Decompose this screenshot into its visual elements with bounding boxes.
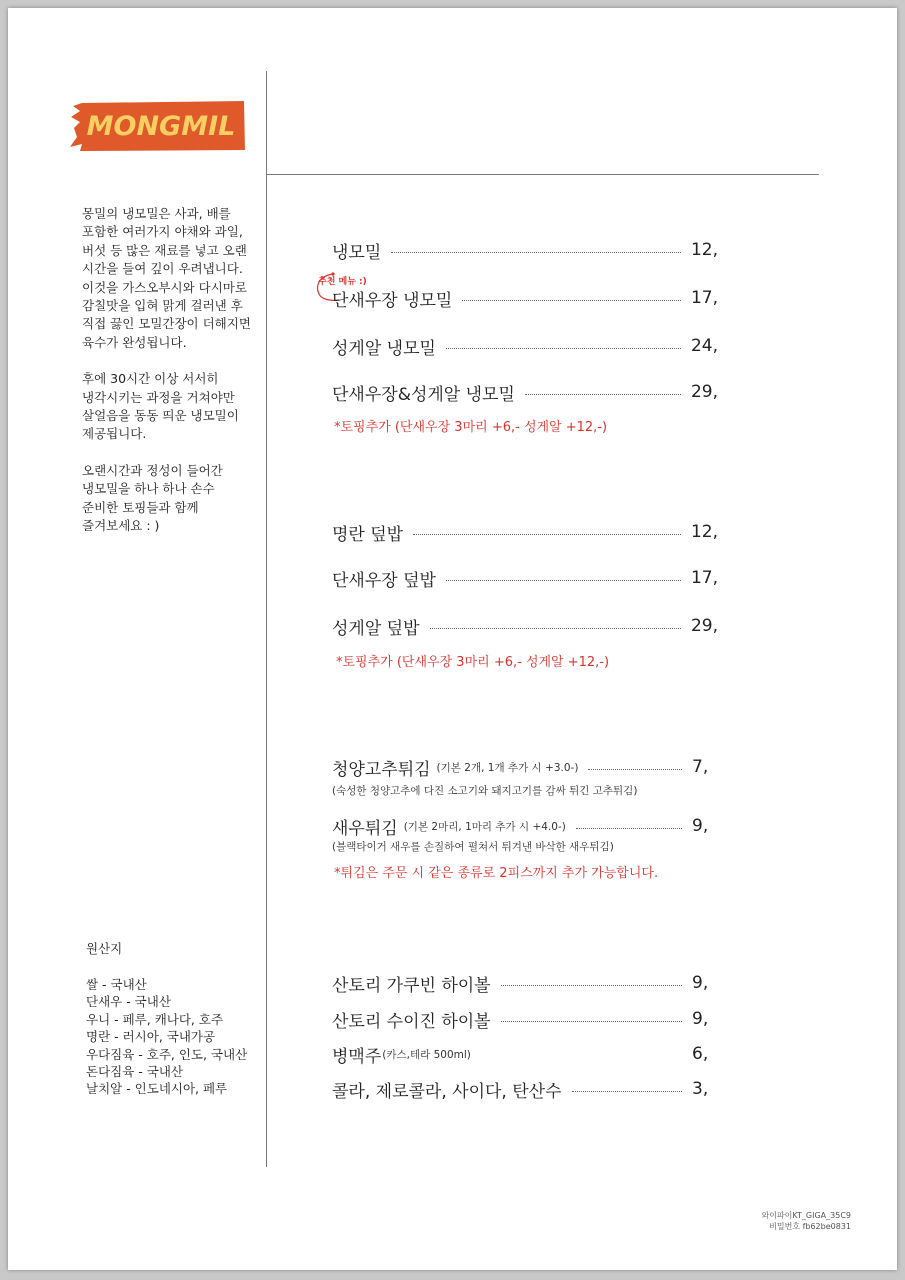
intro-line: 준비한 토핑들과 함께 (82, 499, 199, 515)
wifi-password: 비밀번호 fb62be0831 (769, 1222, 851, 1231)
origin-item: 우니 - 페루, 캐나다, 호주 (86, 1011, 224, 1027)
intro-line: 냉각시키는 과정을 거쳐야만 (82, 389, 235, 405)
menu-item-price: 9, (692, 973, 709, 993)
intro-line: 이것을 가스오부시와 다시마로 (82, 279, 247, 295)
logo-text: MONGMIL (86, 111, 236, 142)
menu-item (332, 237, 718, 263)
menu-item-price: 24, (690, 336, 718, 356)
topping-note: *토핑추가 (단새우장 3마리 +6,- 성게알 +12,-) (334, 420, 608, 435)
intro-line: 포함한 여러가지 야채와 과일, (82, 224, 243, 240)
menu-item-price: 7, (692, 757, 709, 777)
origin-item: 날치알 - 인도네시아, 페루 (86, 1081, 228, 1097)
origin-item: 쌀 - 국내산 (86, 977, 147, 992)
menu-item-note: (기본 2마리, 1마리 추가 시 +4.0-) (403, 820, 566, 833)
origin-item: 우다짐육 - 호주, 인도, 국내산 (86, 1046, 248, 1062)
menu-page (8, 8, 897, 1270)
origin-item: 단새우 - 국내산 (86, 994, 171, 1010)
intro-line: 버섯 등 많은 재료를 넣고 오랜 (82, 242, 247, 258)
menu-item (332, 970, 718, 996)
intro-line: 제공됩니다. (82, 426, 147, 442)
intro-text (82, 205, 272, 536)
menu-item-name: 산토리 수이진 하이볼 (332, 1011, 491, 1032)
wifi-info (761, 1210, 851, 1232)
menu-item (332, 1076, 718, 1102)
intro-line: 냉모밀을 하나 하나 손수 (82, 481, 215, 497)
menu-item-name: 성게알 덮밥 (332, 618, 420, 639)
menu-item (332, 519, 718, 545)
menu-item-price: 17, (690, 288, 718, 308)
menu-item-name: 새우튀김 (332, 818, 398, 839)
menu-item (332, 813, 718, 839)
fried-note: *튀김은 주문 시 같은 종류로 2피스까지 추가 가능합니다. (334, 866, 659, 881)
menu-item-price: 29, (690, 616, 718, 636)
menu-item-price: 3, (692, 1079, 709, 1099)
menu-item (332, 754, 718, 780)
menu-item (332, 613, 718, 639)
topping-note: *토핑추가 (단새우장 3마리 +6,- 성게알 +12,-) (336, 655, 610, 670)
origin-item: 명란 - 러시아, 국내가공 (86, 1029, 216, 1045)
intro-line: 즐겨보세요 : ) (82, 518, 160, 534)
menu-item-name: 단새우장&성게알 냉모밀 (332, 384, 515, 405)
menu-item-note: (카스,테라 500ml) (382, 1048, 471, 1061)
intro-line: 직접 끓인 모밀간장이 더해지면 (82, 316, 251, 332)
horizontal-divider (266, 174, 819, 175)
menu-item (332, 333, 718, 359)
mongmil-logo (68, 100, 246, 152)
menu-item-price: 12, (690, 522, 718, 542)
intro-line: 시간을 들여 깊이 우려냅니다. (82, 261, 243, 277)
menu-item-price: 9, (692, 1009, 709, 1029)
menu-item-desc: (블랙타이거 새우를 손질하여 펼쳐서 튀겨낸 바삭한 새우튀김) (332, 841, 614, 853)
intro-line: 몽밀의 냉모밀은 사과, 배를 (82, 206, 231, 221)
menu-item-name: 산토리 가쿠빈 하이볼 (332, 975, 491, 996)
menu-item-price: 9, (692, 816, 709, 836)
origin-title: 원산지 (86, 941, 123, 956)
intro-line: 오랜시간과 정성이 들어간 (82, 462, 223, 478)
menu-item (332, 379, 718, 405)
origin-list (86, 976, 247, 1098)
recommend-label: 추천 메뉴 :) (318, 277, 367, 287)
menu-item-price: 29, (690, 382, 718, 402)
menu-item (332, 1041, 718, 1067)
menu-item-desc: (숙성한 청양고추에 다진 소고기와 돼지고기를 감싸 튀긴 고추튀김) (332, 785, 638, 797)
intro-line: 감칠맛을 입혀 맑게 걸러낸 후 (82, 298, 243, 314)
menu-item (332, 1006, 718, 1032)
menu-item-name: 명란 덮밥 (332, 524, 404, 545)
menu-item (332, 285, 718, 311)
menu-item (332, 565, 718, 591)
menu-item-name: 병맥주 (332, 1046, 382, 1067)
menu-item-price: 6, (692, 1044, 709, 1064)
origin-item: 돈다짐육 - 국내산 (86, 1064, 183, 1080)
intro-line: 육수가 완성됩니다. (82, 334, 187, 350)
menu-item-price: 17, (690, 568, 718, 588)
menu-item-name: 성게알 냉모밀 (332, 338, 436, 359)
intro-line: 살얼음을 동동 띄운 냉모밀이 (82, 408, 239, 424)
menu-item-note: (기본 2개, 1개 추가 시 +3.0-) (436, 761, 579, 774)
menu-item-name: 청양고추튀김 (332, 759, 431, 780)
menu-item-name: 콜라, 제로콜라, 사이다, 탄산수 (332, 1081, 562, 1102)
menu-item-name: 단새우장 덮밥 (332, 570, 436, 591)
intro-line: 후에 30시간 이상 서서히 (82, 371, 219, 387)
menu-item-name: 냉모밀 (332, 242, 382, 263)
menu-item-price: 12, (690, 240, 718, 260)
menu-item-name: 단새우장 냉모밀 (332, 290, 453, 311)
wifi-name: 와이파이KT_GIGA_35C9 (761, 1211, 851, 1220)
